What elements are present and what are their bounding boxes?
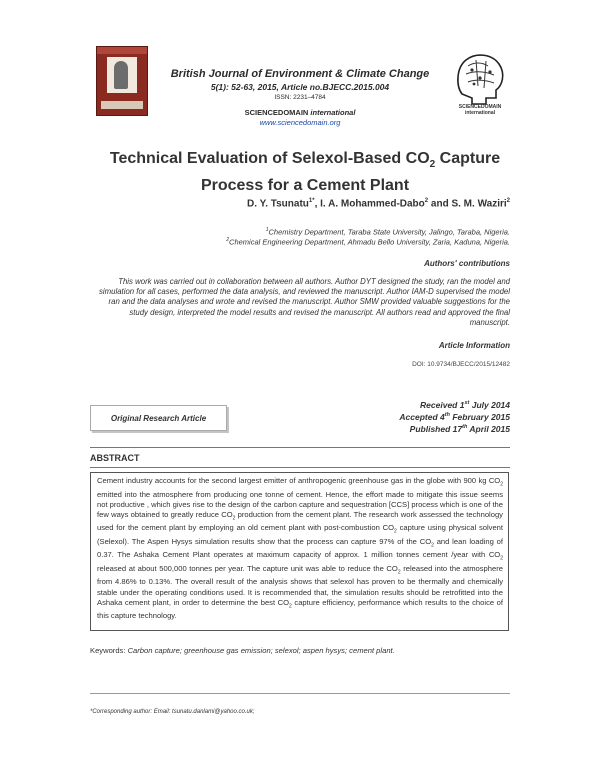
publisher-logo-icon	[446, 46, 512, 110]
published-date: Published 17th April 2015	[409, 424, 510, 434]
contributions-heading: Authors' contributions	[424, 259, 510, 268]
author-list: D. Y. Tsunatu$^{1*}$, I. A. Mohammed-Dabo$^2$ and S. M. Waziri$^2$	[247, 198, 510, 210]
journal-issn: ISSN: 2231–4784	[274, 94, 326, 101]
doi: DOI: 10.9734/BJECC/2015/12482	[412, 361, 510, 368]
article-info-heading: Article Information	[438, 341, 510, 350]
paper-title: Technical Evaluation of Selexol-Based $CO_2$ Capture Process for a Cement Plant	[109, 150, 501, 195]
publisher-logo-caption: SCIENCEDOMAIN international	[458, 104, 502, 116]
received-date: Received 1st July 2014	[420, 400, 510, 410]
journal-volume-info: 5(1): 52-63, 2015, Article no.BJECC.2015.004	[210, 82, 390, 92]
contributions-text: This work was carried out in collaboration between all authors. Author DYT designed the study, ran the model and simulation for all cases, performed the data analysis, and reviewed the manuscript. Author IAM-D supervised the model ran and the data analyses and wrote and revised the manuscript. Author SMW provided valuable suggestions for the study design, interpreted the model results and revised the manuscript. All authors read and approved the final manuscript.	[99, 277, 510, 327]
article-type-badge: Original Research Article	[90, 405, 227, 431]
journal-cover-image	[96, 46, 148, 116]
abstract-heading: ABSTRACT	[90, 453, 140, 463]
publisher-name: SCIENCEDOMAIN international	[244, 108, 356, 117]
divider	[90, 467, 510, 468]
affiliation-2: $^2$Chemical Engineering Department, Ahmadu Bello University, Zaria, Kaduna, Nigeria.	[226, 237, 510, 247]
abstract-text: Cement industry accounts for the second largest emitter of anthropogenic greenhouse gas in the globe with 900 kg $CO_2$ emitted into the atmosphere from producing one tonne of cement. Hence, the effort made to mitigate this issue seems not productive , which gives rise to the design of the carbon capture and sequestration [CCS] process which is one of the few ways obtained to greatly reduce $CO_2$ production from the cement plant. The research work assessed the technology used for the cement plant by employing an old cement plant with post-combustion $CO_2$ capture using physical solvent (Selexol). The Aspen Hysys simulation results show that the process can capture 97% of the $CO_2$ and lean loading of 0.37. The Ashaka Cement Plant operates at maximum capacity of approx. 1 million tonnes cement /year with $CO_2$ released at about 500,000 tonnes per year. The capture unit was able to reduce the $CO_2$ released into the atmosphere from 4.86% to 0.13%. The overall result of the analysis shows that selexol has proven to be thermally and chemically stable under the operating conditions used. It is recommended that, the simulation results should be retrofitted into the Ashaka cement plant, in order to determine the best $CO_2$ capture efficiency, performance which results to the choice of this capture technology.	[97, 476, 504, 621]
divider	[90, 447, 510, 448]
publisher-website-link[interactable]: www.sciencedomain.org	[259, 118, 341, 127]
journal-name: British Journal of Environment & Climate Change	[170, 68, 430, 80]
corresponding-author-footnote: *Corresponding author: Email: tsunatu.danlami@yahoo.co.uk;	[90, 709, 255, 715]
accepted-date: Accepted 4th February 2015	[399, 412, 510, 422]
affiliation-1: $^1$Chemistry Department, Taraba State University, Jalingo, Taraba, Nigeria.	[265, 227, 510, 237]
footnote-divider	[90, 693, 510, 694]
abstract-box	[90, 472, 509, 631]
keywords: Keywords: Carbon capture; greenhouse gas emission; selexol; aspen hysys; cement plant.	[90, 646, 395, 655]
